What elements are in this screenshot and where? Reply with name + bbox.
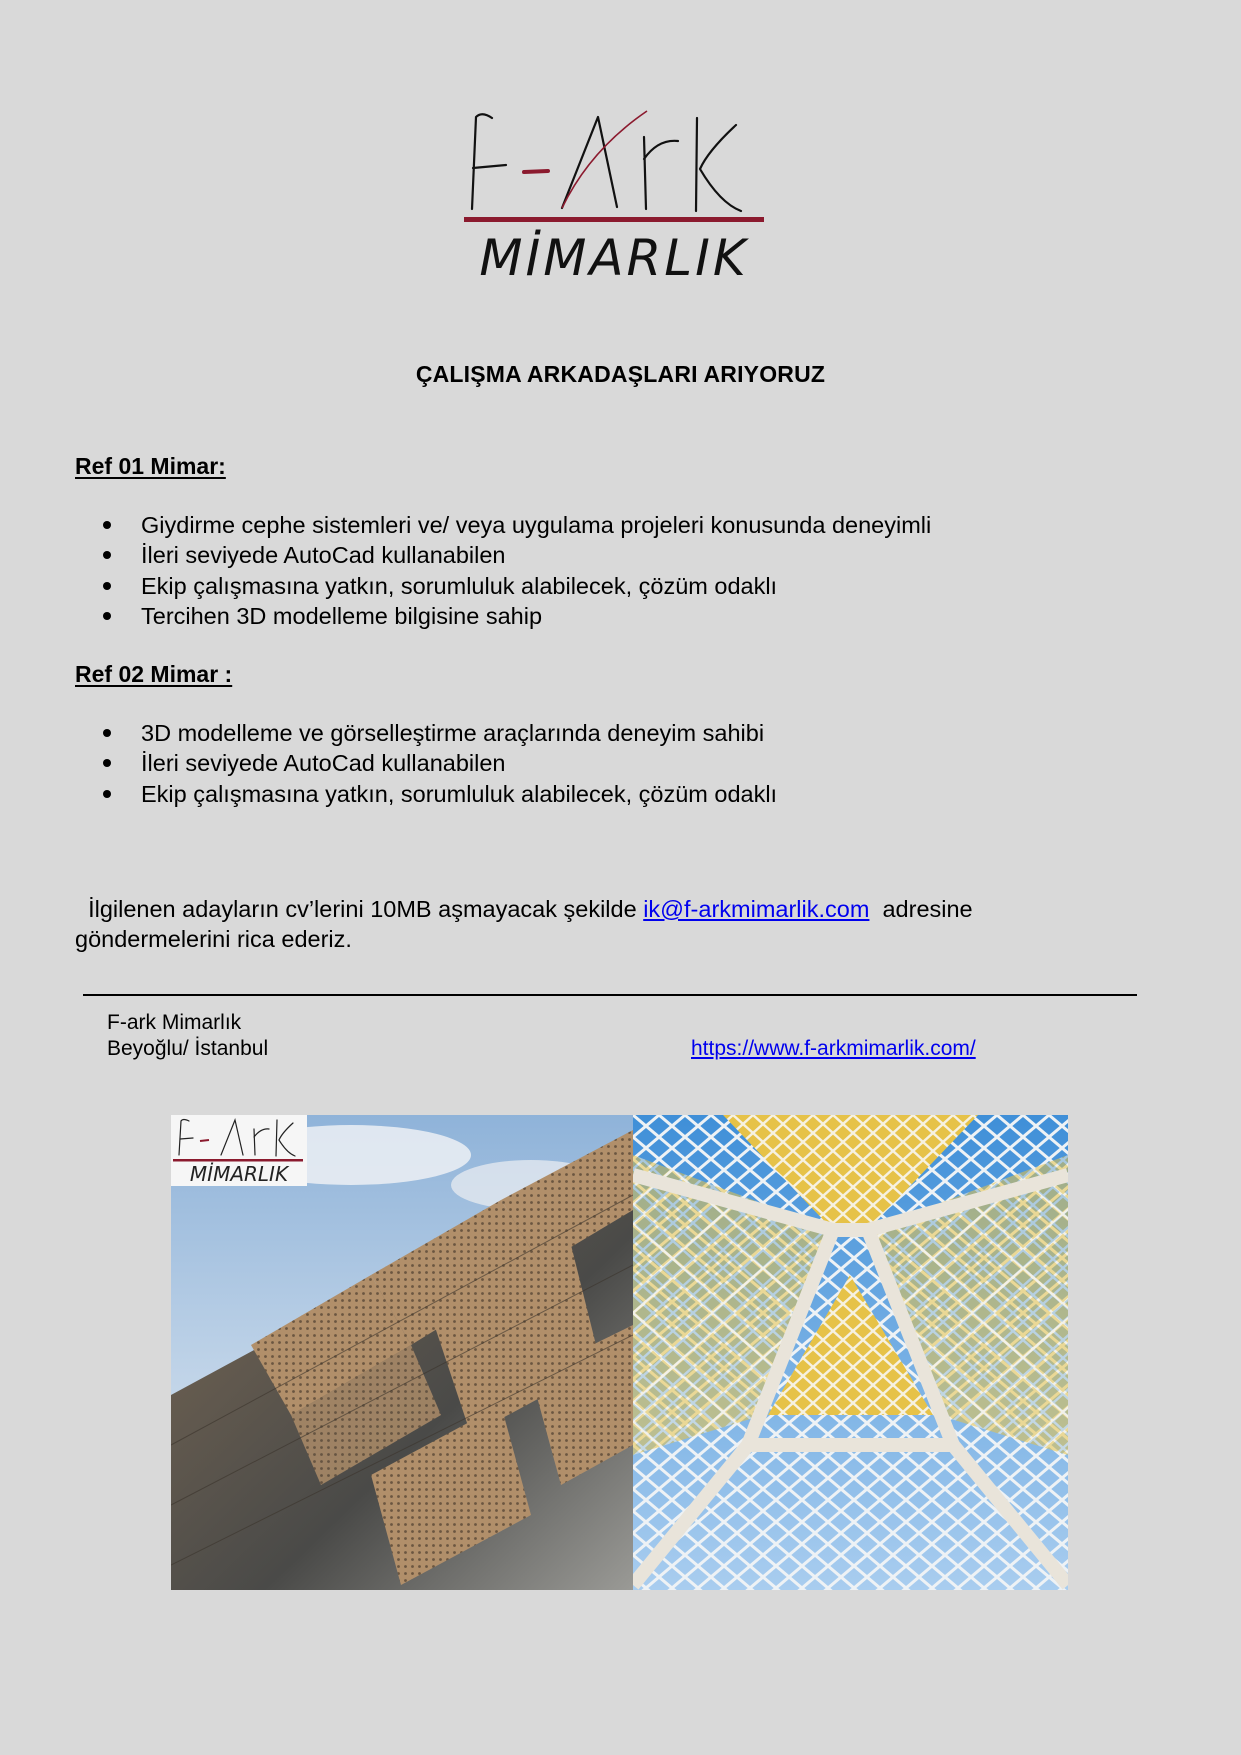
contact-text-after: adresine — [882, 896, 973, 922]
email-link[interactable]: ik@f-arkmimarlik.com — [643, 896, 870, 922]
footer-company: F-ark Mimarlık — [107, 1011, 242, 1034]
contact-text: İlgilenen adayların cv’lerini 10MB aşmayacak şekilde — [88, 896, 637, 922]
list-item: Giydirme cephe sistemleri ve/ veya uygulama projeleri konusunda deneyimli — [0, 510, 931, 540]
ref-02-heading: Ref 02 Mimar : — [75, 661, 233, 687]
contact-text-line2: göndermelerini rica ederiz. — [75, 926, 352, 952]
list-item: İleri seviyede AutoCad kullanabilen — [0, 748, 777, 778]
ref-01-heading: Ref 01 Mimar: — [75, 453, 226, 479]
contact-paragraph — [75, 894, 1075, 954]
list-item: İleri seviyede AutoCad kullanabilen — [0, 540, 931, 570]
facade-photo — [171, 1115, 633, 1590]
list-item: 3D modelleme ve görselleştirme araçlarında deneyim sahibi — [0, 718, 777, 748]
ref-01-requirements — [0, 510, 931, 631]
ref-02-requirements — [0, 718, 777, 809]
list-item: Tercihen 3D modelleme bilgisine sahip — [0, 601, 931, 631]
footer-location: Beyoğlu/ İstanbul — [107, 1037, 269, 1060]
divider — [83, 994, 1137, 996]
website-link[interactable]: https://www.f-arkmimarlik.com/ — [691, 1037, 976, 1060]
page-title: ÇALIŞMA ARKADAŞLARI ARIYORUZ — [415, 361, 826, 387]
logo-subtitle: MİMARLIK — [479, 229, 749, 285]
photo-logo-subtitle: MİMARLIK — [189, 1162, 289, 1186]
list-item: Ekip çalışmasına yatkın, sorumluluk alabilecek, çözüm odaklı — [0, 571, 931, 601]
company-logo — [462, 105, 772, 285]
photo-logo-overlay — [171, 1115, 307, 1186]
canopy-photo — [633, 1115, 1068, 1590]
list-item: Ekip çalışmasına yatkın, sorumluluk alabilecek, çözüm odaklı — [0, 779, 777, 809]
